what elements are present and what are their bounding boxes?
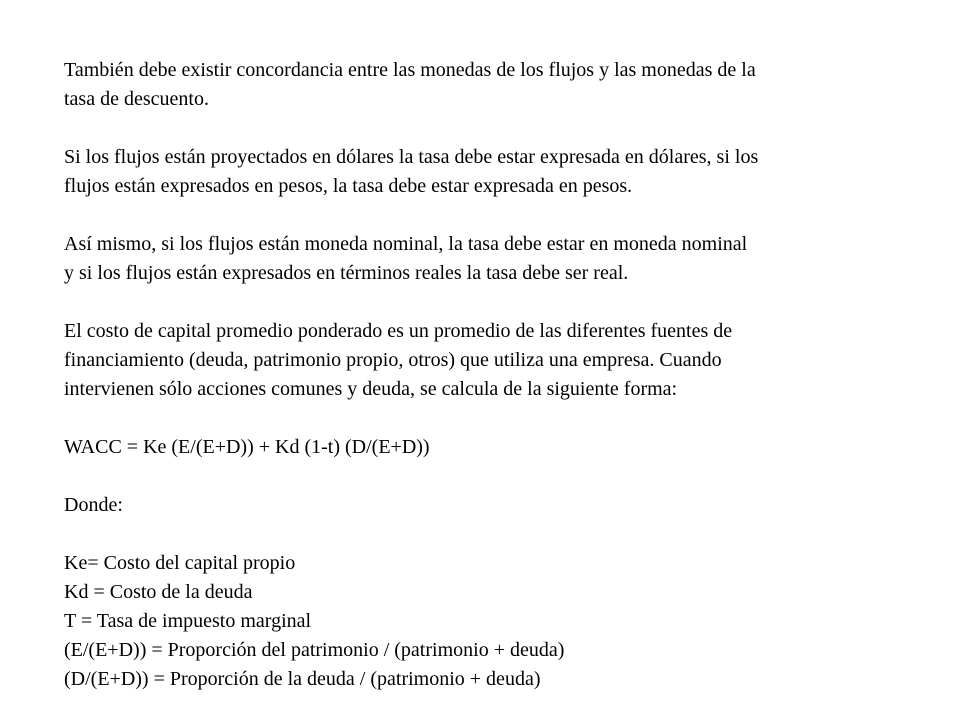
definitions-list — [64, 549, 904, 694]
text-line: Si los flujos están proyectados en dólares la tasa debe estar expresada en dólares, si los — [64, 146, 759, 168]
paragraph-wacc-definition — [64, 317, 904, 404]
paragraph-dollars-pesos — [64, 143, 904, 201]
definition-t: T = Tasa de impuesto marginal — [64, 610, 312, 632]
wacc-formula — [64, 433, 904, 462]
where-label — [64, 491, 904, 520]
slide-text-body — [64, 56, 904, 694]
definition-equity-ratio: (E/(E+D)) = Proporción del patrimonio / (patrimonio + deuda) — [64, 639, 565, 661]
where-label-text: Donde: — [64, 494, 123, 516]
paragraph-nominal-real — [64, 230, 904, 288]
definition-ke: Ke= Costo del capital propio — [64, 552, 296, 574]
text-line: Así mismo, si los flujos están moneda nominal, la tasa debe estar en moneda nominal — [64, 233, 748, 255]
definition-debt-ratio: (D/(E+D)) = Proporción de la deuda / (patrimonio + deuda) — [64, 668, 541, 690]
text-line: y si los flujos están expresados en términos reales la tasa debe ser real. — [64, 262, 629, 284]
text-line: También debe existir concordancia entre las monedas de los flujos y las monedas de la — [64, 59, 756, 81]
text-line: intervienen sólo acciones comunes y deuda, se calcula de la siguiente forma: — [64, 378, 678, 400]
paragraph-currency-consistency — [64, 56, 904, 114]
formula-text: WACC = Ke (E/(E+D)) + Kd (1-t) (D/(E+D)) — [64, 436, 430, 458]
text-line: financiamiento (deuda, patrimonio propio, otros) que utiliza una empresa. Cuando — [64, 349, 722, 371]
text-line: flujos están expresados en pesos, la tasa debe estar expresada en pesos. — [64, 175, 633, 197]
text-line: El costo de capital promedio ponderado es un promedio de las diferentes fuentes de — [64, 320, 733, 342]
definition-kd: Kd = Costo de la deuda — [64, 581, 253, 603]
text-line: tasa de descuento. — [64, 88, 209, 110]
